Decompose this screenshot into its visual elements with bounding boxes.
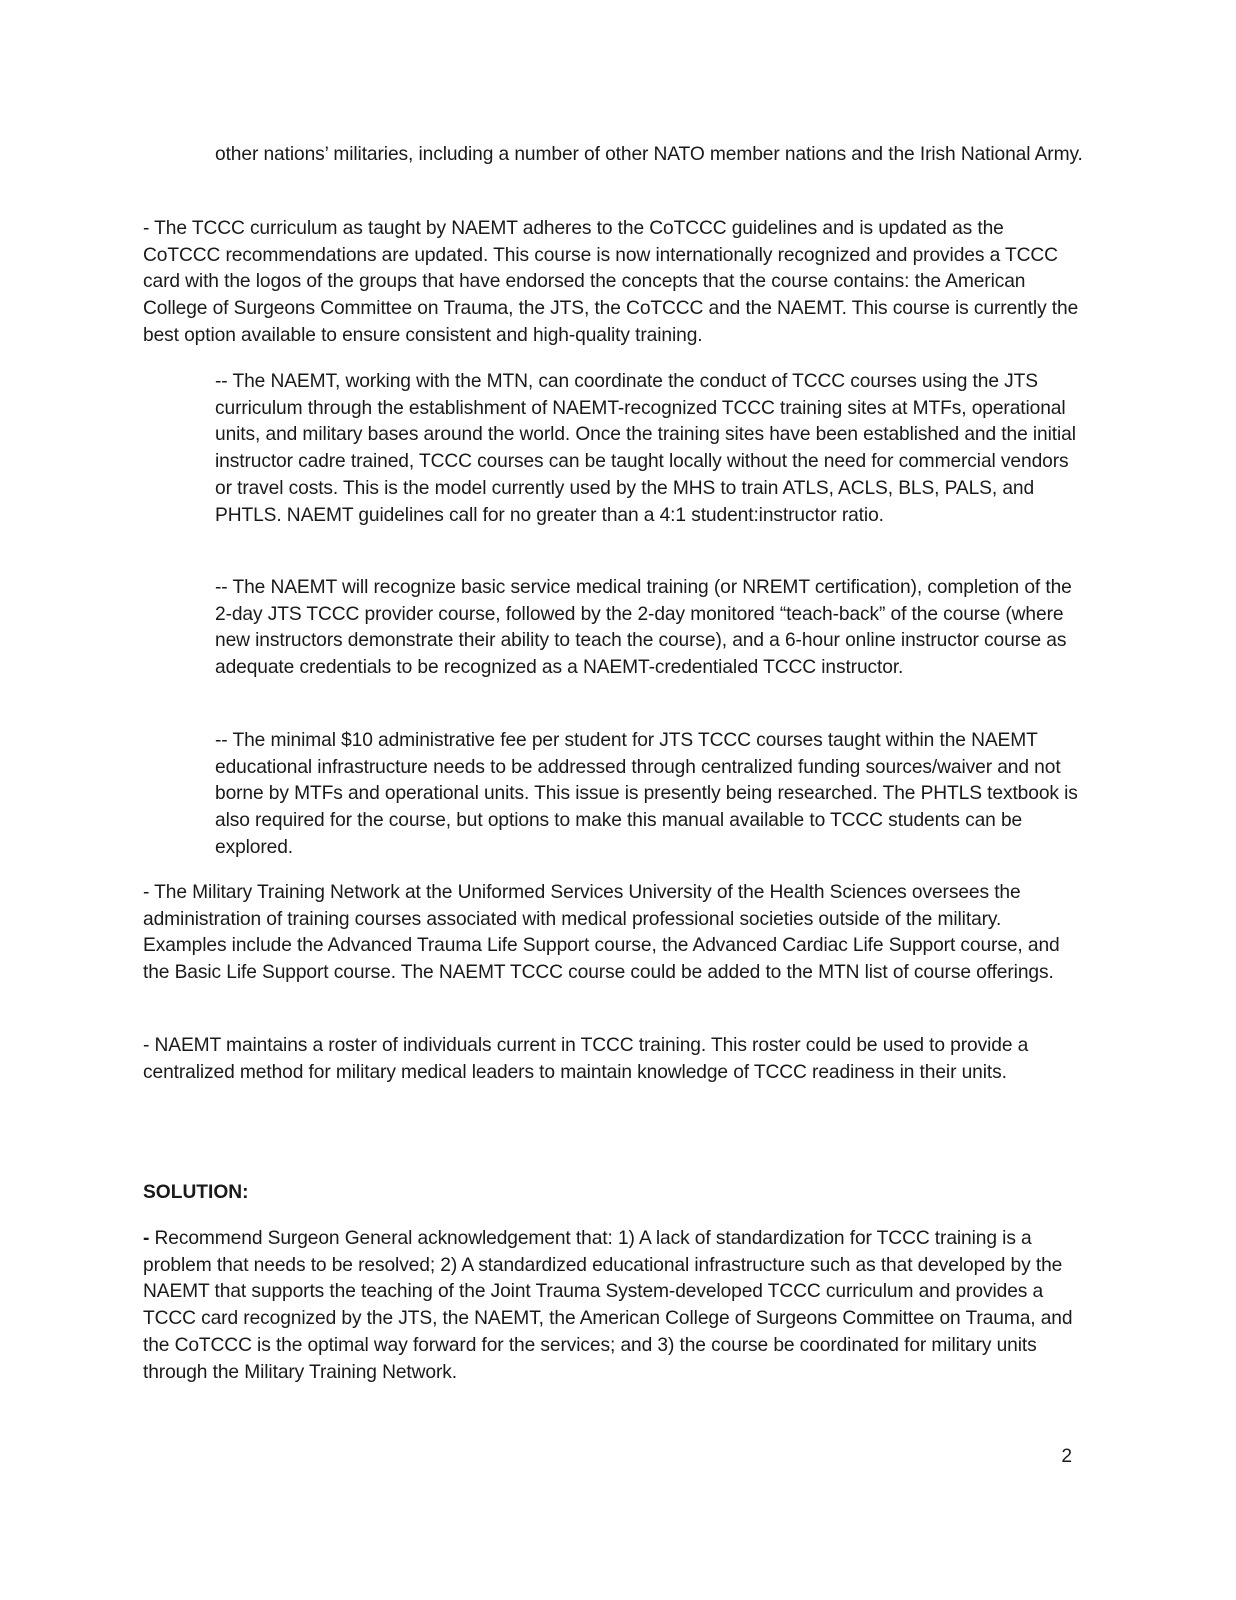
paragraph-military-training-network: - The Military Training Network at the Uniformed Services University of the Health Sciences oversees the administration of training courses associated with medical professional societies outside of the military. Examples include the Advanced Trauma Life Support course, the Advanced Cardiac Life Support course, and the Basic Life Support course. The NAEMT TCCC course could be added to the MTN list of course offerings. xyxy=(143,882,1060,984)
paragraph-naemt-roster: - NAEMT maintains a roster of individuals current in TCCC training. This roster could be used to provide a centralized method for military medical leaders to maintain knowledge of TCCC readiness in their units. xyxy=(143,1035,1029,1083)
paragraph-instructor-credentials: -- The NAEMT will recognize basic service medical training (or NREMT certification), completion of the 2-day JTS TCCC provider course, followed by the 2-day monitored “teach-back” of the course (where new instructors demonstrate their ability to teach the course), and a 6-hour online instructor course as adequate credentials to be recognized as a NAEMT-credentialed TCCC instructor. xyxy=(215,577,1072,679)
paragraph-administrative-fee: -- The minimal $10 administrative fee per student for JTS TCCC courses taught within the NAEMT educational infrastructure needs to be addressed through centralized funding sources/waiver and not borne by MTFs and operational units. This issue is presently being researched. The PHTLS textbook is also required for the course, but options to make this manual available to TCCC students can be explored. xyxy=(215,730,1078,858)
solution-heading: SOLUTION: xyxy=(143,1182,249,1203)
paragraph-nato-militaries: other nations’ militaries, including a number of other NATO member nations and the Irish National Army. xyxy=(215,144,1083,165)
paragraph-solution xyxy=(143,1226,1083,1386)
solution-text: Recommend Surgeon General acknowledgement that: 1) A lack of standardization for TCCC training is a problem that needs to be resolved; 2) A standardized educational infrastructure such as that developed by the NAEMT that supports the teaching of the Joint Trauma System-developed TCCC curriculum and provides a TCCC card recognized by the JTS, the NAEMT, the American College of Surgeons Committee on Trauma, and the CoTCCC is the optimal way forward for the services; and 3) the course be coordinated for military units through the Military Training Network. xyxy=(143,1228,1073,1383)
page-number: 2 xyxy=(1061,1446,1072,1467)
paragraph-tccc-curriculum: - The TCCC curriculum as taught by NAEMT adheres to the CoTCCC guidelines and is updated as the CoTCCC recommendations are updated. This course is now internationally recognized and provides a TCCC card with the logos of the groups that have endorsed the concepts that the course contains: the American College of Surgeons Committee on Trauma, the JTS, the CoTCCC and the NAEMT. This course is currently the best option available to ensure consistent and high-quality training. xyxy=(143,218,1079,346)
solution-dash: - xyxy=(143,1228,150,1249)
paragraph-naemt-mtn-coordination: -- The NAEMT, working with the MTN, can coordinate the conduct of TCCC courses using the JTS curriculum through the establishment of NAEMT-recognized TCCC training sites at MTFs, operational units, and military bases around the world. Once the training sites have been established and the initial instructor cadre trained, TCCC courses can be taught locally without the need for commercial vendors or travel costs. This is the model currently used by the MHS to train ATLS, ACLS, BLS, PALS, and PHTLS. NAEMT guidelines call for no greater than a 4:1 student:instructor ratio. xyxy=(215,371,1076,526)
